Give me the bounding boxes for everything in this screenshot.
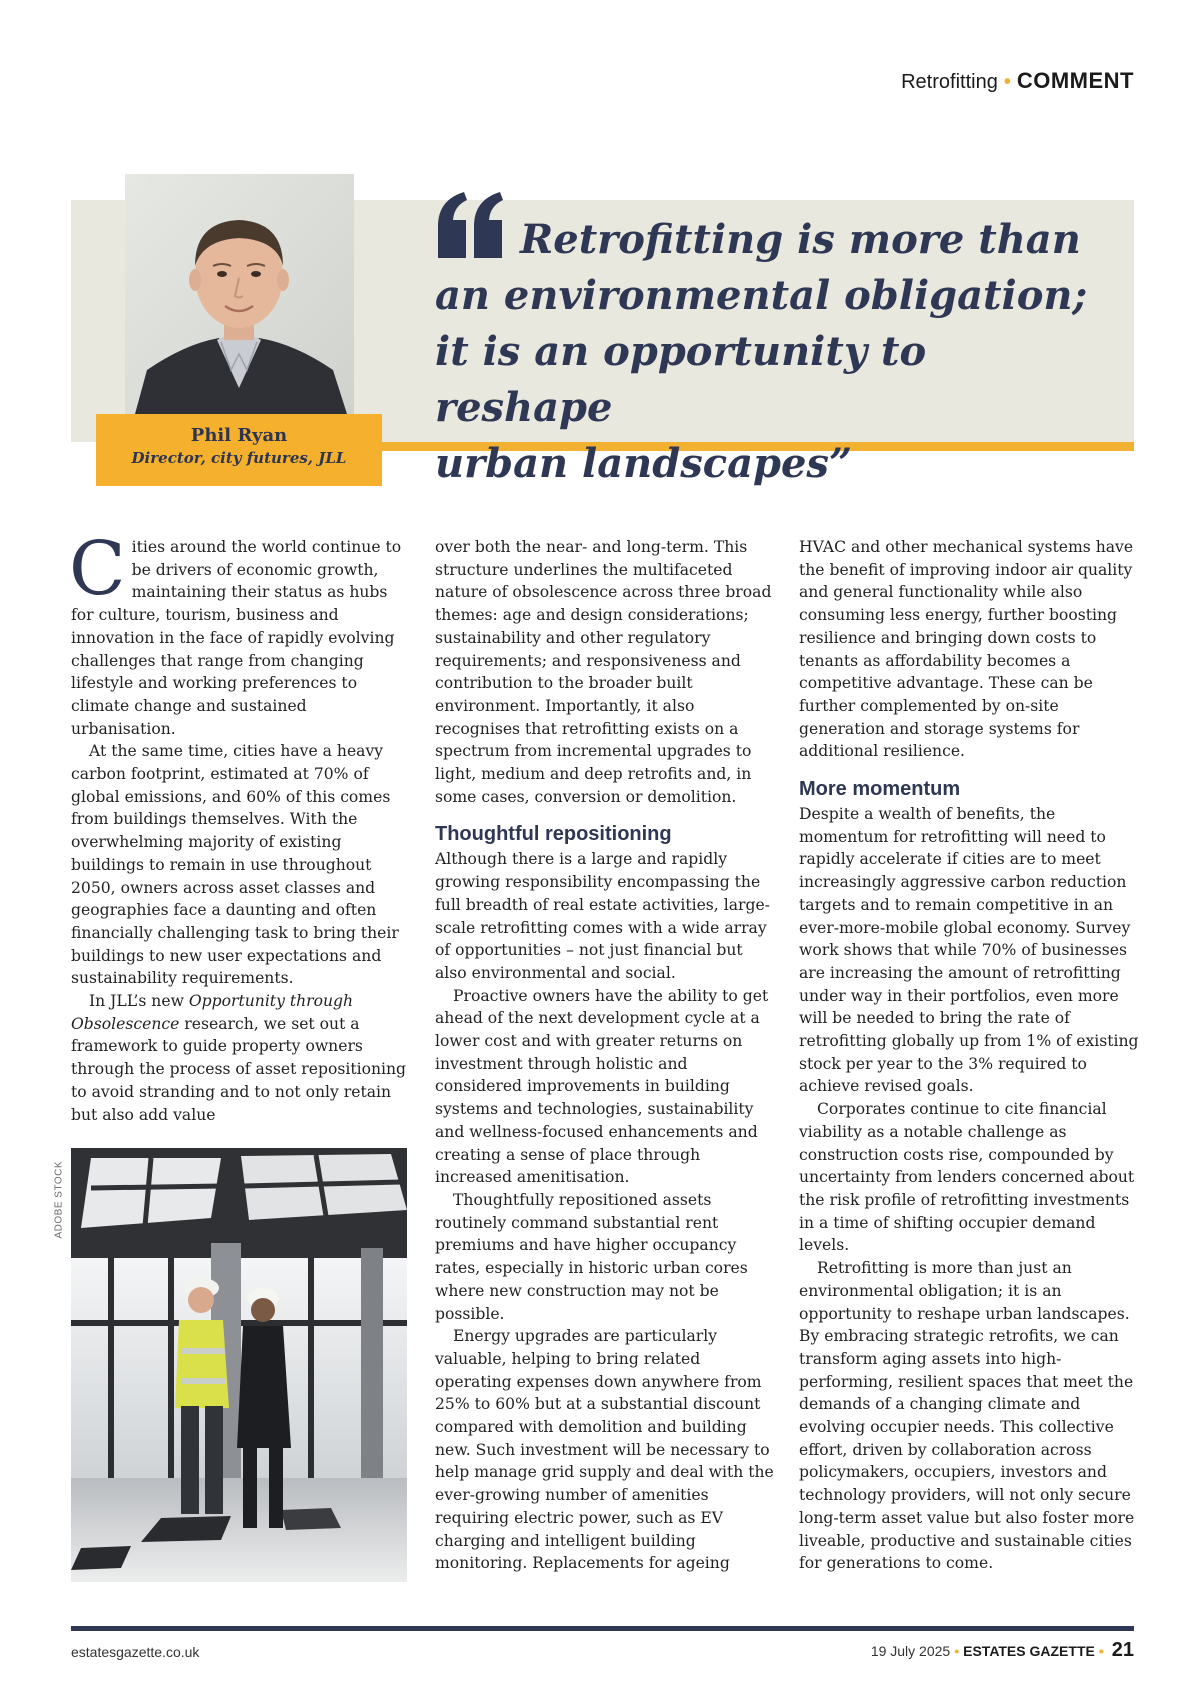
author-portrait	[125, 174, 354, 414]
issue-date: 19 July 2025	[870, 1643, 951, 1659]
paragraph-6: Thoughtfully repositioned assets routinely command substantial rent premiums and have higher occupancy rates, especially in historic urban cores where new construction may not be possible.	[435, 1190, 748, 1323]
footer-info	[871, 1639, 1134, 1662]
paragraph-7-continued: HVAC and other mechanical systems have the benefit of improving indoor air quality and general functionality while also consuming less energy, further boosting resilience and bringing down costs to tenants as affordability becomes a competitive advantage. These can be further complemented by on-site generation and storage systems for additional resilience.	[799, 538, 1134, 761]
paragraph-3-lead: In JLL’s new	[89, 992, 189, 1011]
pull-quote-line-4: urban landscapes”	[435, 440, 852, 487]
footer-website: estatesgazette.co.uk	[71, 1644, 200, 1660]
subheading-thoughtful-repositioning: Thoughtful repositioning	[435, 823, 672, 846]
photo-credit-text: ADOBE STOCK	[53, 1160, 65, 1239]
header-separator: •	[1003, 71, 1011, 93]
paragraph-5: Proactive owners have the ability to get ahead of the next development cycle at a lower cost and with greater returns on investment through holistic and considered improvements in building systems and technologies, sustainability and wellness-focused enhancements and creating a sense of place through increased amenitisation.	[435, 986, 769, 1187]
paragraph-1	[69, 526, 409, 740]
subheading-more-momentum: More momentum	[799, 778, 961, 801]
photo-credit	[52, 1150, 66, 1240]
paragraph-1-text: ities around the world continue to be drivers of economic growth, maintaining their status as hubs for culture, tourism, business and innovation in the face of rapidly evolving challenges that range from changing lifestyle and working preferences to climate change and sustained urbanisation.	[71, 538, 402, 738]
article-photo	[71, 1148, 407, 1582]
page-number: 21	[1111, 1639, 1134, 1661]
section-header	[901, 68, 1134, 94]
section-label: Retrofitting	[901, 71, 998, 93]
paragraph-3-text: research, we set out a framework to guide property owners through the process of asset repositioning to avoid stranding and to not only retain but also add value	[71, 1014, 407, 1124]
article-column-1	[69, 526, 409, 1126]
paragraph-8: Despite a wealth of benefits, the momentum for retrofitting will need to rapidly accelerate if cities are to meet increasingly aggressive carbon reduction targets and to remain competitive in an ever-more-mobile global economy. Survey work shows that while 70% of businesses are increasing the amount of retrofitting under way in their portfolios, even more will be needed to bring the rate of retrofitting globally up from 1% of existing stock per year to the 3% required to achieve revised goals.	[799, 805, 1139, 1096]
footer-separator-2: •	[1098, 1643, 1104, 1659]
publication-name: ESTATES GAZETTE	[963, 1643, 1095, 1659]
pull-quote-line-3: it is an opportunity to reshape	[435, 328, 927, 431]
pull-quote-line-2: an environmental obligation;	[435, 272, 1088, 319]
footer-rule	[71, 1626, 1134, 1631]
paragraph-4: Although there is a large and rapidly growing responsibility encompassing the full breadth of real estate activities, large-scale retrofitting comes with a wide array of opportunities – not just financial but also environmental and social.	[435, 850, 770, 982]
paragraph-10: Retrofitting is more than just an environmental obligation; it is an opportunity to reshape urban landscapes. By embracing strategic retrofits, we can transform aging assets into high-performing, resilient spaces that meet the demands of a changing climate and evolving occupier needs. This collective effort, driven by collaboration across policymakers, occupiers, investors and technology providers, will not only secure long-term asset value but also foster more liveable, productive and sustainable cities for generations to come.	[799, 1259, 1135, 1573]
paragraph-3	[71, 990, 409, 1126]
research-title: Opportunity through Obsolescence	[71, 992, 354, 1033]
article-kind-label: COMMENT	[1016, 68, 1134, 93]
paragraph-7: Energy upgrades are particularly valuable, helping to bring related operating expenses down anywhere from 25% to 60% but at a substantial discount compared with demolition and building new. Such investment will be necessary to help manage grid supply and deal with the ever-growing number of amenities requiring electric power, such as EV charging and intelligent building monitoring. Replacements for ageing	[435, 1327, 774, 1573]
drop-cap: C	[69, 526, 126, 612]
construction-site-photo	[71, 1148, 407, 1582]
pull-quote	[435, 212, 1115, 492]
author-name: Phil Ryan	[190, 425, 288, 446]
pull-quote-line-1: Retrofitting is more than	[520, 216, 1081, 263]
author-title: Director, city futures, JLL	[131, 449, 347, 467]
footer-separator: •	[954, 1643, 960, 1659]
article-column-3	[799, 536, 1141, 1575]
paragraph-2: At the same time, cities have a heavy carbon footprint, estimated at 70% of global emissions, and 60% of this comes from buildings themselves. With the overwhelming majority of existing buildings to remain in use throughout 2050, owners across asset classes and geographies face a daunting and often financially challenging task to bring their buildings to new user expectations and sustainability requirements.	[71, 742, 399, 988]
author-caption	[96, 414, 382, 486]
article-column-2	[435, 536, 775, 1575]
paragraph-9: Corporates continue to cite financial viability as a notable challenge as construction costs rise, compounded by uncertainty from lenders concerned about the risk profile of retrofitting investments in a time of shifting occupier demand levels.	[799, 1100, 1135, 1255]
author-portrait-image	[125, 174, 354, 414]
paragraph-3-continued: over both the near- and long-term. This structure underlines the multifaceted nature of obsolescence across three broad themes: age and design considerations; sustainability and other regulatory requirements; and responsiveness and contribution to the broader built environment. Importantly, it also recognises that retrofitting exists on a spectrum from incremental upgrades to light, medium and deep retrofits and, in some cases, conversion or demolition.	[435, 538, 772, 806]
